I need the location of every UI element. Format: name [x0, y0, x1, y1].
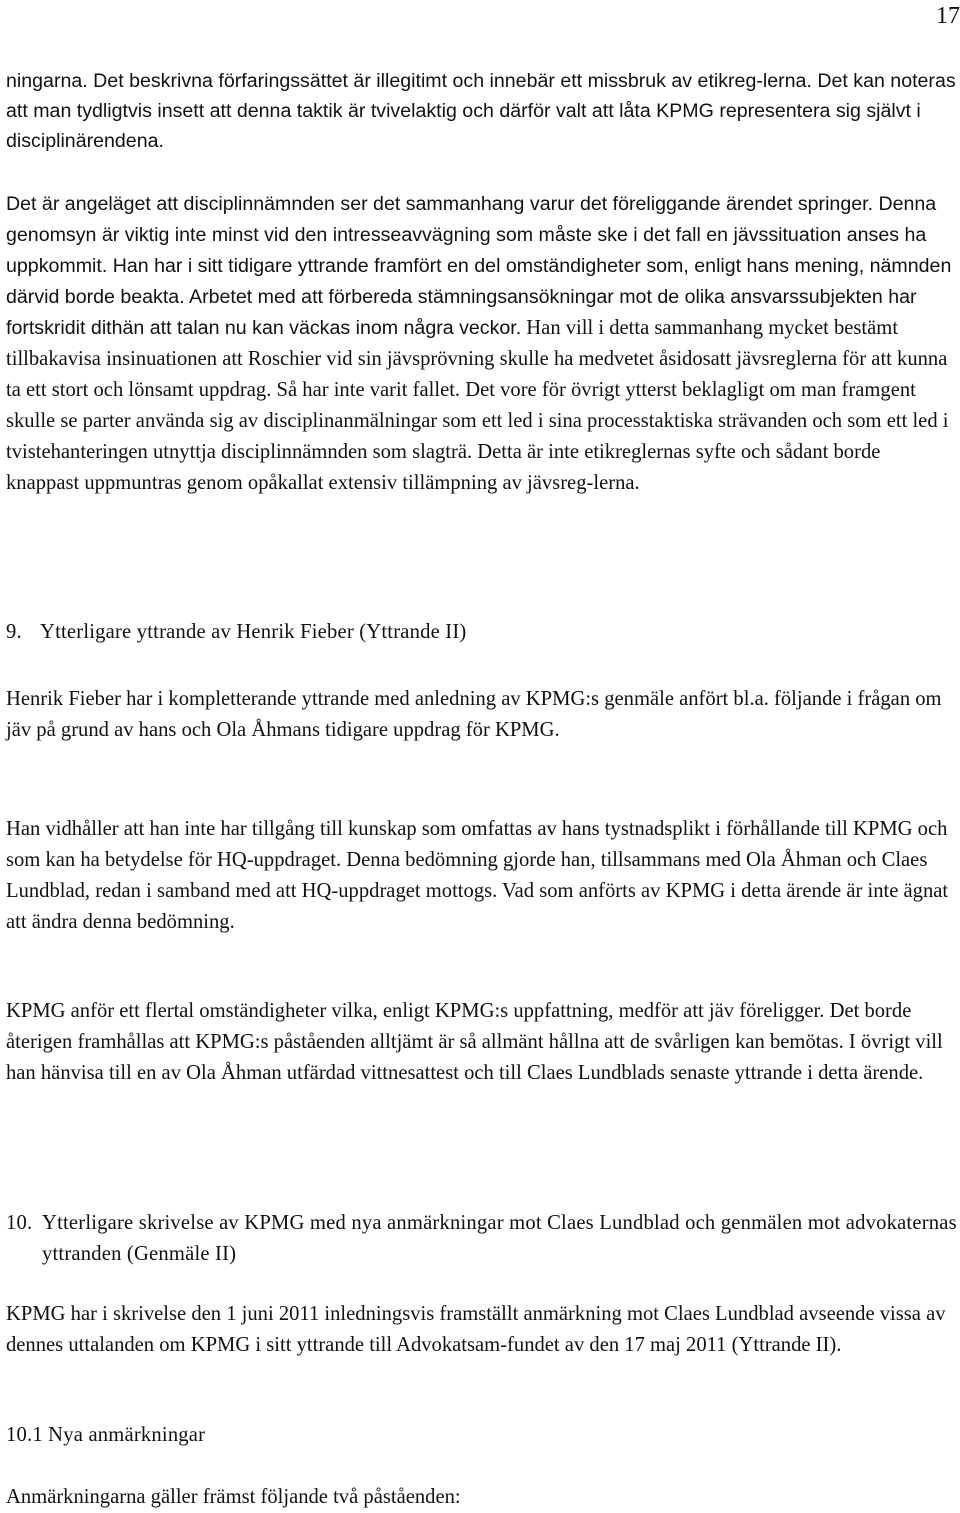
section-title-9: Ytterligare yttrande av Henrik Fieber (Yttrande II)	[40, 621, 467, 643]
paragraph-misuse-of-rules: ningarna. Det beskrivna förfaringssättet är illegitimt och innebär ett missbruk av etikreg-lerna. Det kan noteras att man tydligtvis insett att denna taktik är tvivelaktig och därför valt att låta KPMG representera sig självt i disciplinärendena.	[6, 70, 956, 153]
subsection-heading-10-1: 10.1 Nya anmärkningar	[6, 1424, 206, 1446]
section-heading-9	[6, 617, 957, 648]
paragraph-context-part-sans: Det är angeläget att disciplinnämnden ser det sammanhang varur det föreliggande ärendet springer. Denna genomsyn är viktig inte minst vid den intresseavvägning som måste ske i det fall en jävssituation anses ha uppkommit. Han har i sitt tidigare yttrande framfört en del omständigheter som, enligt hans mening, nämnden därvid borde beakta. Arbetet med att förbereda stämningsansökningar mot de olika ansvarssubjekten har fortskridit dithän att talan nu kan väckas inom några veckor.	[6, 193, 952, 339]
paragraph-kpmg-letter: KPMG har i skrivelse den 1 juni 2011 inledningsvis framställt anmärkning mot Claes Lundblad avseende vissa av dennes uttalanden om KPMG i sitt yttrande till Advokatsam-fundet av den 17 maj 2011 (Yttrande II).	[6, 1303, 946, 1356]
paragraph-kpmg-claims: KPMG anför ett flertal omständigheter vilka, enligt KPMG:s uppfattning, medför att jäv föreligger. Det borde återigen framhållas att KPMG:s påståenden alltjämt är så allmänt hållna att de svårligen kan bemötas. I övrigt vill han hänvisa till en av Ola Åhman utfärdad vittnesattest och till Claes Lundblads senaste yttrande i detta ärende.	[6, 1000, 943, 1084]
section-number-10: 10.	[6, 1212, 33, 1234]
section-heading-10	[6, 1208, 957, 1270]
section-title-10: Ytterligare skrivelse av KPMG med nya anmärkningar mot Claes Lundblad och genmälen mot advokaternas yttranden (Genmäle II)	[42, 1212, 957, 1265]
paragraph-fieber-statement: Henrik Fieber har i kompletterande yttrande med anledning av KPMG:s genmäle anfört bl.a. följande i frågan om jäv på grund av hans och Ola Åhmans tidigare uppdrag för KPMG.	[6, 688, 942, 741]
paragraph-context-of-case	[6, 189, 957, 499]
paragraph-remarks-intro: Anmärkningarna gäller främst följande två påståenden:	[6, 1486, 461, 1508]
paragraph-confidentiality: Han vidhåller att han inte har tillgång till kunskap som omfattas av hans tystnadsplikt i förhållande till KPMG och som kan ha betydelse för HQ-uppdraget. Denna bedömning gjorde han, tillsammans med Ola Åhman och Claes Lundblad, redan i samband med att HQ-uppdraget mottogs. Vad som anförts av KPMG i detta ärende är inte ägnat att ändra denna bedömning.	[6, 818, 949, 933]
section-number-9: 9.	[6, 621, 22, 643]
paragraph-context-part-serif: Han vill i detta sammanhang mycket bestämt tillbakavisa insinuationen att Roschier vid sin jävsprövning skulle ha medvetet åsidosatt jävsreglerna för att kunna ta ett stort och lönsamt uppdrag. Så har inte varit fallet. Det vore för övrigt ytterst beklagligt om man framgent skulle se parter använda sig av disciplinanmälningar som ett led i sina processtaktiska strävanden och som ett led i tvistehanteringen utnyttja disciplinnämnden som slagträ. Detta är inte etikreglernas syfte och sådant borde knappast uppmuntras genom opåkallat extensiv tillämpning av jävsreg-lerna.	[6, 317, 949, 494]
page-number: 17	[936, 3, 960, 29]
